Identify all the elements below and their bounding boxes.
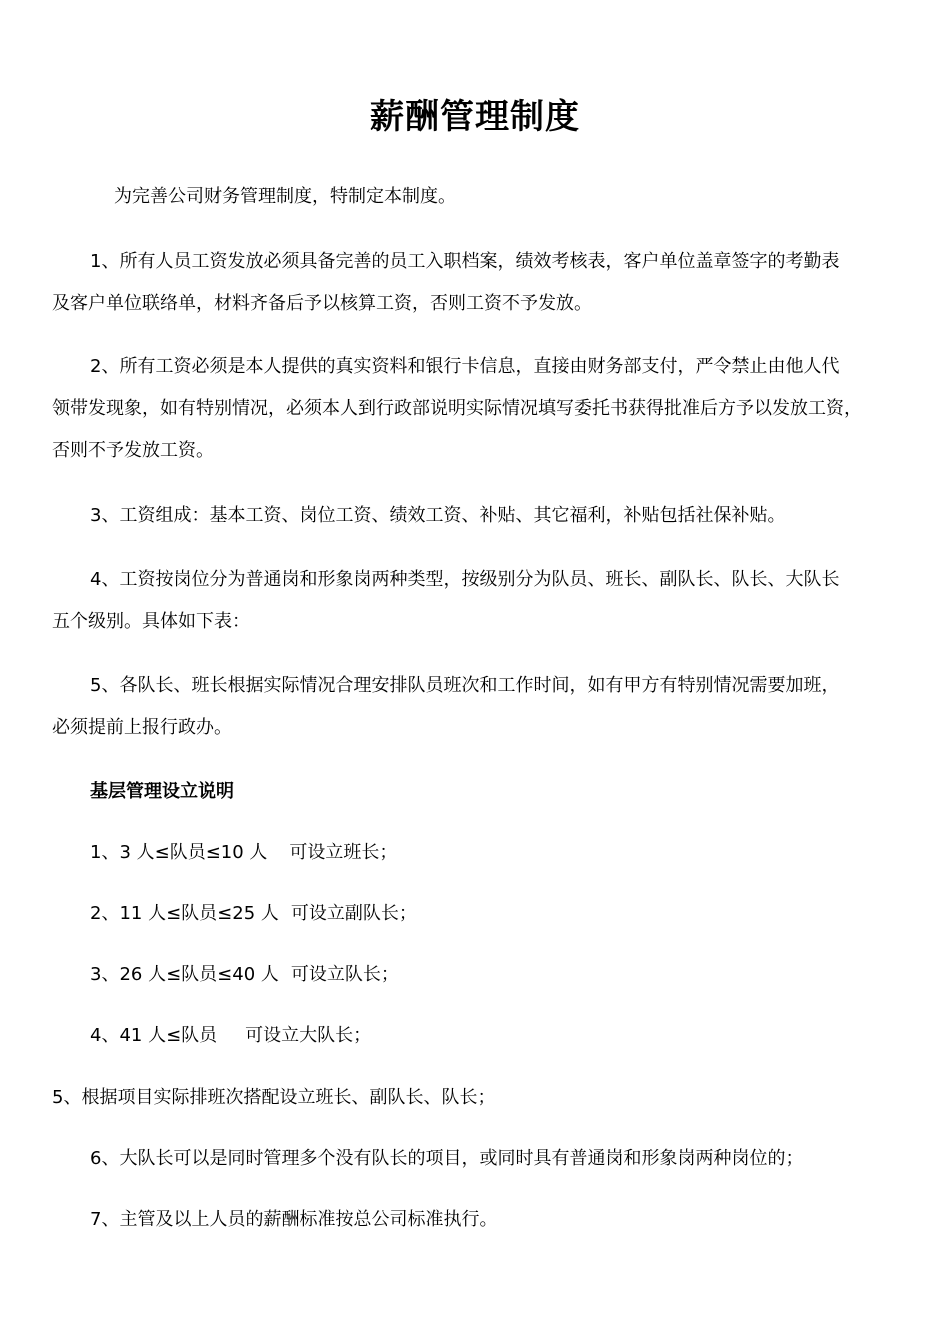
rule-7 bbox=[52, 1199, 904, 1241]
rule-1 bbox=[52, 832, 904, 874]
paragraph-3-text: 3、工资组成：基本工资、岗位工资、绩效工资、补贴、其它福利，补贴包括社保补贴。 bbox=[90, 505, 786, 526]
rule-7-text: 7、主管及以上人员的薪酬标准按总公司标准执行。 bbox=[90, 1209, 498, 1230]
rule-3-condition: 3、26 人≤队员≤40 人 bbox=[90, 964, 279, 985]
rule-3-result: 可设立队长； bbox=[290, 964, 399, 985]
rule-4-condition: 4、41 人≤队员 bbox=[90, 1025, 218, 1046]
paragraph-1-line-1: 1、所有人员工资发放必须具备完善的员工入职档案，绩效考核表，客户单位盖章签字的考勤表 bbox=[90, 251, 840, 272]
rule-6 bbox=[52, 1138, 904, 1180]
rule-2-result: 可设立副队长； bbox=[290, 903, 417, 924]
rule-4 bbox=[52, 1015, 904, 1057]
rule-3 bbox=[52, 954, 904, 996]
rule-1-result: 可设立班长； bbox=[289, 842, 398, 863]
paragraph-5-line-2: 必须提前上报行政办。 bbox=[52, 717, 232, 738]
intro-text: 为完善公司财务管理制度，特制定本制度。 bbox=[114, 186, 456, 207]
paragraph-3 bbox=[52, 495, 904, 537]
intro-paragraph bbox=[52, 176, 904, 218]
paragraph-2-line-3: 否则不予发放工资。 bbox=[52, 440, 214, 461]
rule-5-text: 5、根据项目实际排班次搭配设立班长、副队长、队长； bbox=[52, 1087, 496, 1108]
paragraph-2-line-2: 领带发现象，如有特别情况，必须本人到行政部说明实际情况填写委托书获得批准后方予以发放工资， bbox=[52, 398, 862, 419]
paragraph-4 bbox=[52, 559, 904, 643]
rule-2-condition: 2、11 人≤队员≤25 人 bbox=[90, 903, 279, 924]
section-heading bbox=[52, 771, 904, 813]
paragraph-1 bbox=[52, 241, 904, 325]
rule-4-result: 可设立大队长； bbox=[245, 1025, 372, 1046]
section-heading-text: 基层管理设立说明 bbox=[90, 781, 234, 802]
rule-2 bbox=[52, 893, 904, 935]
paragraph-5 bbox=[52, 665, 904, 749]
paragraph-4-line-2: 五个级别。具体如下表： bbox=[52, 611, 250, 632]
paragraph-2-line-1: 2、所有工资必须是本人提供的真实资料和银行卡信息，直接由财务部支付，严令禁止由他人代 bbox=[90, 356, 840, 377]
document-title: 薪酬管理制度 bbox=[370, 97, 580, 137]
rule-1-condition: 1、3 人≤队员≤10 人 bbox=[90, 842, 268, 863]
paragraph-1-line-2: 及客户单位联络单，材料齐备后予以核算工资，否则工资不予发放。 bbox=[52, 293, 592, 314]
rule-6-text: 6、大队长可以是同时管理多个没有队长的项目，或同时具有普通岗和形象岗两种岗位的； bbox=[90, 1148, 804, 1169]
paragraph-4-line-1: 4、工资按岗位分为普通岗和形象岗两种类型，按级别分为队员、班长、副队长、队长、大队长 bbox=[90, 569, 840, 590]
rule-5 bbox=[52, 1077, 904, 1119]
paragraph-2 bbox=[52, 346, 904, 472]
paragraph-5-line-1: 5、各队长、班长根据实际情况合理安排队员班次和工作时间，如有甲方有特别情况需要加班， bbox=[90, 675, 840, 696]
